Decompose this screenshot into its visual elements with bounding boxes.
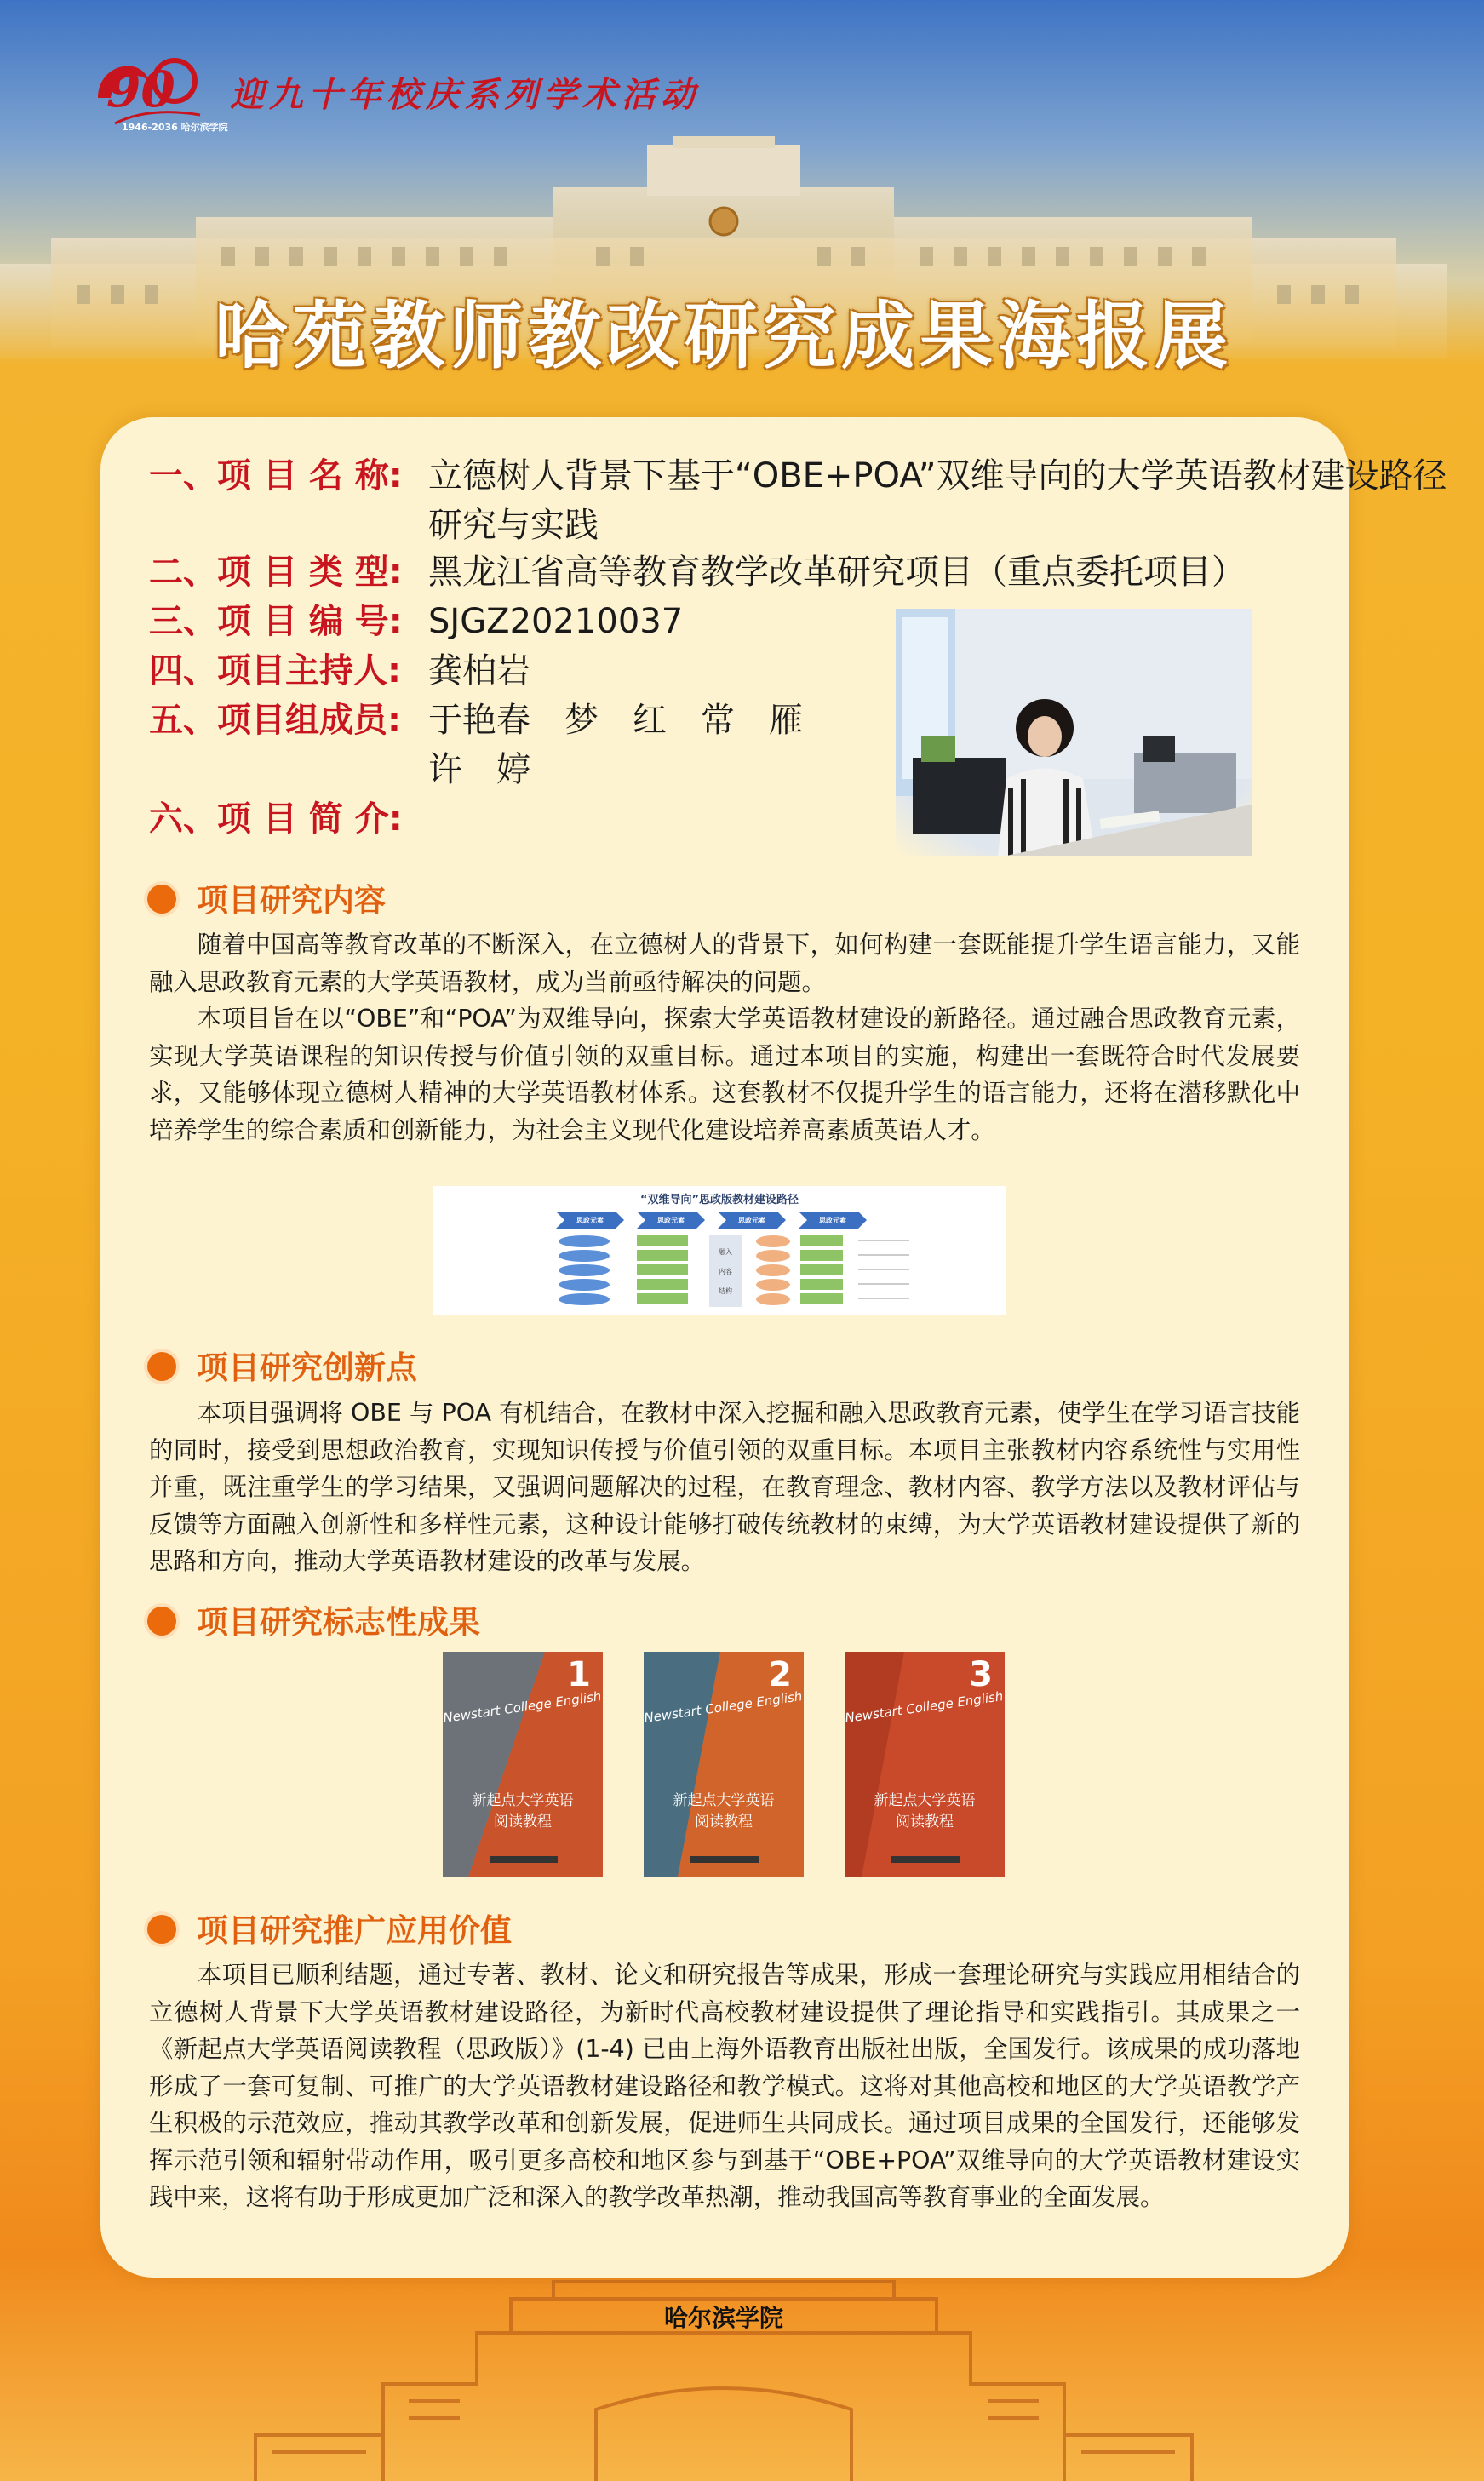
- diagram-header-1: 思政元素: [576, 1217, 604, 1224]
- section-title: 项目研究标志性成果: [197, 1604, 480, 1641]
- project-host-photo: [896, 609, 1252, 856]
- gate-text: 哈尔滨学院: [663, 2304, 784, 2332]
- content-paragraph-2: 本项目旨在以“OBE”和“POA”为双维导向，探索大学英语教材建设的新路径。通过融合思政教育元素，实现大学英语课程的知识传授与价值引领的双重目标。通过本项目的实施，构建出一套既符合时代发展要求，又能够体现立德树人精神的大学英语教材体系。这套教材不仅提升学生的语言能力，还将在潜移默化中培养学生的综合素质和创新能力，为社会主义现代化建设培养高素质英语人才。: [149, 1005, 1300, 1144]
- project-members-value: 于艳春 梦 红 常 雁: [428, 701, 803, 740]
- book-number: 2: [768, 1655, 792, 1694]
- diagram-tag-2: 内容: [719, 1268, 732, 1275]
- bullet-dot-icon: [147, 1915, 176, 1944]
- project-type-label: 二、项 目 类 型:: [149, 553, 403, 592]
- university-gate-illustration: [0, 2282, 1447, 2481]
- project-number-label: 三、项 目 编 号:: [149, 602, 403, 641]
- book-number: 1: [567, 1655, 591, 1694]
- section-title: 项目研究内容: [197, 882, 386, 919]
- project-host-label: 四、项目主持人:: [149, 651, 401, 690]
- project-host-value: 龚柏岩: [428, 651, 530, 690]
- book-series: Newstart College English: [442, 1688, 603, 1726]
- poster-main-title: 哈苑教师教改研究成果海报展: [215, 294, 1233, 379]
- textbook-construction-path-diagram: [433, 1186, 1006, 1315]
- university-90th-anniversary-logo: [89, 47, 228, 140]
- book-title-line2: 阅读教程: [494, 1813, 552, 1831]
- project-intro-label: 六、项 目 简 介:: [149, 799, 403, 839]
- svg-text:90: 90: [106, 60, 175, 118]
- book-series: Newstart College English: [643, 1688, 804, 1726]
- diagram-header-4: 思政元素: [819, 1217, 846, 1224]
- diagram-tag-1: 融入: [719, 1248, 732, 1256]
- book-number: 3: [969, 1655, 993, 1694]
- content-paragraph-1: 随着中国高等教育改革的不断深入，在立德树人的背景下，如何构建一套既能提升学生语言能力，又能融入思政教育元素的大学英语教材，成为当前亟待解决的问题。: [149, 931, 1300, 996]
- textbook-cover-1: [443, 1652, 603, 1877]
- section-title: 项目研究推广应用价值: [197, 1912, 512, 1949]
- section-title: 项目研究创新点: [197, 1349, 417, 1386]
- project-number-value: SJGZ20210037: [428, 602, 684, 641]
- diagram-title: “双维导向”思政版教材建设路径: [639, 1194, 799, 1206]
- series-title: 迎九十年校庆系列学术活动: [230, 75, 700, 115]
- book-title-line1: 新起点大学英语: [673, 1792, 775, 1809]
- textbook-cover-3: [845, 1652, 1005, 1877]
- diagram-header-3: 思政元素: [738, 1217, 765, 1224]
- value-paragraph: 本项目已顺利结题，通过专著、教材、论文和研究报告等成果，形成一套理论研究与实践应用相结合的立德树人背景下大学英语教材建设路径，为新时代高校教材建设提供了理论指导和实践指引。其成果之一《新起点大学英语阅读教程（思政版）》(1-4) 已由上海外语教育出版社出版，全国发行。该成果的成功落地形成了一套可复制、可推广的大学英语教材建设路径和教学模式。这将对其他高校和地区的大学英语教学产生积极的示范效应，推动其教学改革和创新发展，促进师生共同成长。通过项目成果的全国发行，还能够发挥示范引领和辐射带动作用，吸引更多高校和地区参与到基于“OBE+POA”双维导向的大学英语教材建设实践中来，这将有助于形成更加广泛和深入的教学改革热潮，推动我国高等教育事业的全面发展。: [149, 1961, 1300, 2211]
- project-members-value-2: 许 婷: [428, 750, 530, 789]
- textbook-cover-2: [644, 1652, 804, 1877]
- project-name-value: 立德树人背景下基于“OBE+POA”双维导向的大学英语教材建设路径研究与实践: [428, 456, 1447, 545]
- project-name-label: 一、项 目 名 称:: [149, 456, 403, 496]
- bullet-dot-icon: [147, 1607, 176, 1636]
- book-title-line2: 阅读教程: [896, 1813, 954, 1831]
- bullet-dot-icon: [147, 1352, 176, 1381]
- book-title-line1: 新起点大学英语: [472, 1792, 574, 1809]
- project-members-label: 五、项目组成员:: [149, 701, 401, 740]
- diagram-header-2: 思政元素: [657, 1217, 685, 1224]
- bullet-dot-icon: [147, 885, 176, 914]
- innovation-paragraph: 本项目强调将 OBE 与 POA 有机结合，在教材中深入挖掘和融入思政教育元素，使学生在学习语言技能的同时，接受到思想政治教育，实现知识传授与价值引领的双重目标。本项目主张教材内容系统性与实用性并重，既注重学生的学习结果，又强调问题解决的过程，在教育理念、教材内容、教学方法以及教材评估与反馈等方面融入创新性和多样性元素，这种设计能够打破传统教材的束缚，为大学英语教材建设提供了新的思路和方向，推动大学英语教材建设的改革与发展。: [149, 1399, 1300, 1575]
- book-title-line1: 新起点大学英语: [874, 1792, 976, 1809]
- diagram-tag-3: 结构: [719, 1287, 732, 1295]
- book-series: Newstart College English: [844, 1688, 1005, 1726]
- project-type-value: 黑龙江省高等教育教学改革研究项目（重点委托项目）: [428, 553, 1246, 592]
- book-title-line2: 阅读教程: [695, 1813, 753, 1831]
- logo-text: 1946-2036 哈尔滨学院: [122, 122, 228, 133]
